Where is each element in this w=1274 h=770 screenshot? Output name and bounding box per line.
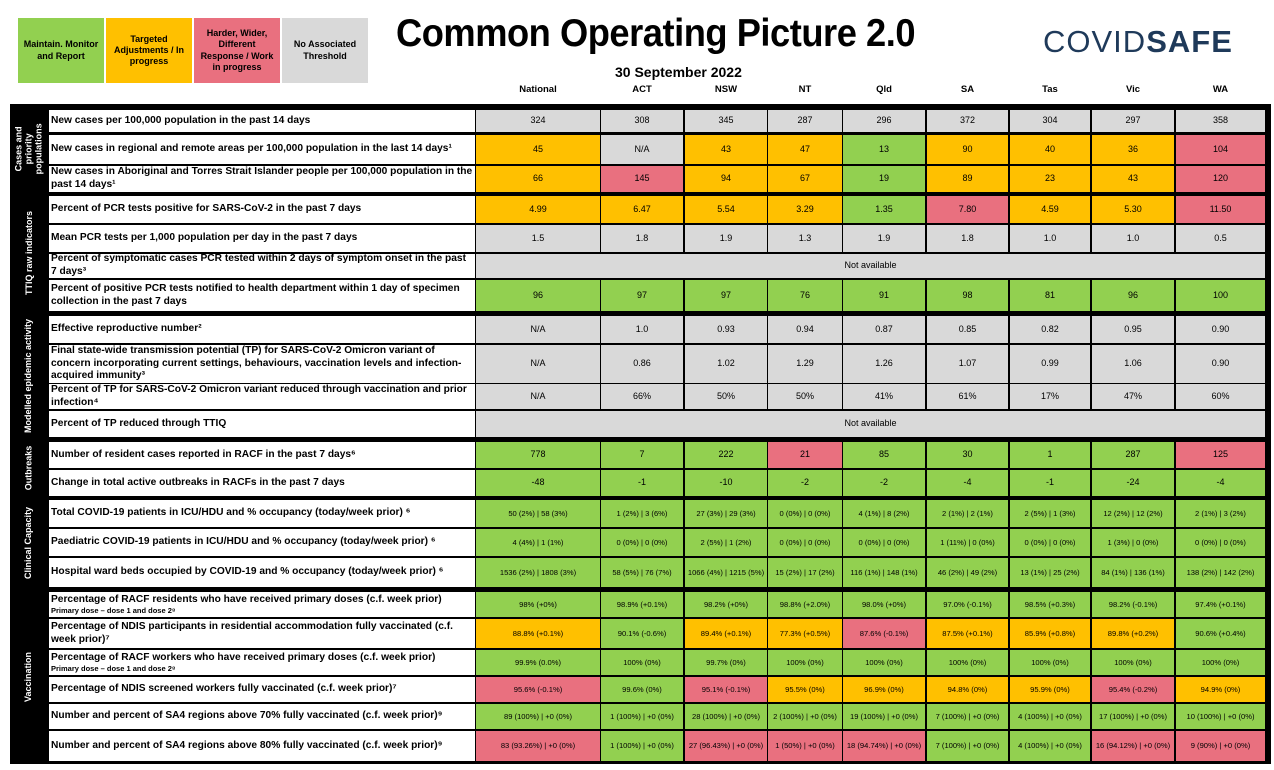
row-label-text: Change in total active outbreaks in RACFs in the past 7 days (51, 476, 345, 488)
value-cell-national: 4.99 (476, 196, 600, 223)
value-cell-qld: 116 (1%) | 148 (1%) (843, 558, 925, 587)
value-cell-qld: 1.26 (843, 345, 925, 383)
value-cell-wa: 100 (1176, 280, 1265, 311)
value-cell-act: 7 (601, 442, 683, 468)
row-label (49, 280, 475, 311)
section-label (10, 193, 49, 313)
column-header-sa: SA (960, 84, 975, 95)
value-cell-nt: 50% (768, 384, 842, 409)
value-cell-act: 1.0 (601, 316, 683, 343)
value-cell-wa: 120 (1176, 166, 1265, 192)
value-cell-sa: 7 (100%) | +0 (0%) (927, 731, 1008, 761)
value-cell-nsw: 222 (685, 442, 767, 468)
value-cell-national: 95.6% (-0.1%) (476, 677, 600, 702)
value-cell-act: 99.6% (0%) (601, 677, 683, 702)
value-cell-national: 50 (2%) | 58 (3%) (476, 500, 600, 527)
row-label (49, 592, 475, 617)
row-label (49, 442, 475, 468)
value-cell-vic: 100% (0%) (1092, 650, 1174, 675)
value-cell-nsw: 1.9 (685, 225, 767, 252)
row-label (49, 619, 475, 648)
logo-text-safe: SAFE (1146, 24, 1233, 59)
row-label (49, 704, 475, 729)
value-cell-vic: 5.30 (1092, 196, 1174, 223)
value-cell-wa: 0.90 (1176, 316, 1265, 343)
value-cell-vic: 84 (1%) | 136 (1%) (1092, 558, 1174, 587)
value-cell-qld: 96.9% (0%) (843, 677, 925, 702)
value-cell-qld: 296 (843, 110, 925, 132)
row-label-text: Percent of positive PCR tests notified to health department within 1 day of specimen collection in the past 7 days (51, 282, 460, 307)
legend-item-maintain: Maintain. Monitor and Report (18, 18, 104, 83)
legend-item-harder: Harder, Wider, Different Response / Work in progress (194, 18, 280, 83)
value-cell-qld: 98.0% (+0%) (843, 592, 925, 617)
value-cell-wa: 11.50 (1176, 196, 1265, 223)
value-cell-sa: 90 (927, 135, 1008, 164)
row-sublabel: Primary dose – dose 1 and dose 2⁸ (51, 606, 176, 616)
value-cell-tas: 2 (5%) | 1 (3%) (1010, 500, 1090, 527)
value-cell-act: N/A (601, 135, 683, 164)
value-cell-tas: 95.9% (0%) (1010, 677, 1090, 702)
value-cell-vic: 297 (1092, 110, 1174, 132)
value-cell-national: 96 (476, 280, 600, 311)
value-cell-act: 100% (0%) (601, 650, 683, 675)
row-sublabel: Primary dose – dose 1 and dose 2⁸ (51, 664, 176, 674)
value-cell-vic: 0.95 (1092, 316, 1174, 343)
section-label (10, 589, 49, 764)
row-label-text: Paediatric COVID-19 patients in ICU/HDU and % occupancy (today/week prior) ⁶ (51, 536, 436, 548)
value-cell-qld: 1.35 (843, 196, 925, 223)
value-cell-nt: 100% (0%) (768, 650, 842, 675)
row-label (49, 345, 475, 383)
value-cell-nt: 77.3% (+0.5%) (768, 619, 842, 648)
value-cell-nt: 47 (768, 135, 842, 164)
value-cell-qld: 1.9 (843, 225, 925, 252)
value-cell-vic: 16 (94.12%) | +0 (0%) (1092, 731, 1174, 761)
value-cell-wa: -4 (1176, 470, 1265, 496)
row-label (49, 650, 475, 675)
value-cell-national: 99.9% (0.0%) (476, 650, 600, 675)
row-label-text: Final state-wide transmission potential (TP) for SARS-CoV-2 Omicron variant of concern incorporating current settings, behaviours, vaccination levels and infection-acquired immunity³ (51, 345, 462, 382)
row-label (49, 225, 475, 252)
value-cell-act: 66% (601, 384, 683, 409)
section-label-text: Modelled epidemic activity (23, 318, 34, 434)
value-cell-tas: 98.5% (+0.3%) (1010, 592, 1090, 617)
value-cell-tas: 1.0 (1010, 225, 1090, 252)
value-cell-national: 89 (100%) | +0 (0%) (476, 704, 600, 729)
legend-item-targeted: Targeted Adjustments / In progress (106, 18, 192, 83)
value-cell-qld: 100% (0%) (843, 650, 925, 675)
value-cell-tas: 85.9% (+0.8%) (1010, 619, 1090, 648)
value-cell-vic: 47% (1092, 384, 1174, 409)
value-cell-tas: 0.82 (1010, 316, 1090, 343)
value-cell-vic: 96 (1092, 280, 1174, 311)
value-cell-act: -1 (601, 470, 683, 496)
value-cell-sa: 30 (927, 442, 1008, 468)
legend (18, 18, 368, 83)
section-label-text: Clinical Capacity (23, 506, 34, 580)
row-label-text: Percentage of NDIS participants in residential accommodation fully vaccinated (c.f. week prior)⁷ (51, 620, 453, 645)
row-label-text: Number of resident cases reported in RACF in the past 7 days⁶ (51, 448, 356, 460)
value-cell-vic: 1 (3%) | 0 (0%) (1092, 529, 1174, 556)
value-cell-sa: 97.0% (-0.1%) (927, 592, 1008, 617)
value-cell-national: 88.8% (+0.1%) (476, 619, 600, 648)
value-cell-wa: 2 (1%) | 3 (2%) (1176, 500, 1265, 527)
column-header-nt: NT (798, 84, 812, 95)
row-label-text: New cases per 100,000 population in the past 14 days (51, 114, 311, 126)
row-label (49, 731, 475, 761)
row-label-text: Hospital ward beds occupied by COVID-19 and % occupancy (today/week prior) ⁶ (51, 566, 444, 578)
value-cell-act: 6.47 (601, 196, 683, 223)
covidsafe-logo (1043, 24, 1233, 60)
value-cell-act: 1 (100%) | +0 (0%) (601, 731, 683, 761)
value-cell-qld: 85 (843, 442, 925, 468)
value-cell-tas: 1 (1010, 442, 1090, 468)
row-label-text: Percent of TP reduced through TTIQ (51, 417, 227, 429)
page-title: Common Operating Picture 2.0 (396, 12, 916, 55)
value-cell-tas: 100% (0%) (1010, 650, 1090, 675)
value-cell-national: 4 (4%) | 1 (1%) (476, 529, 600, 556)
value-cell-act: 58 (5%) | 76 (7%) (601, 558, 683, 587)
report-date: 30 September 2022 (615, 64, 742, 80)
value-cell-nt: 21 (768, 442, 842, 468)
value-cell-vic: 95.4% (-0.2%) (1092, 677, 1174, 702)
value-cell-act: 145 (601, 166, 683, 192)
column-header-nsw: NSW (714, 84, 738, 95)
merged-cell: Not available (476, 411, 1265, 437)
row-label-text: Percentage of RACF workers who have received primary doses (c.f. week prior) (51, 651, 436, 663)
column-header-act: ACT (632, 84, 652, 95)
value-cell-qld: 87.6% (-0.1%) (843, 619, 925, 648)
value-cell-tas: -1 (1010, 470, 1090, 496)
value-cell-act: 97 (601, 280, 683, 311)
value-cell-national: -48 (476, 470, 600, 496)
value-cell-vic: 36 (1092, 135, 1174, 164)
value-cell-tas: 81 (1010, 280, 1090, 311)
value-cell-act: 308 (601, 110, 683, 132)
value-cell-national: 324 (476, 110, 600, 132)
row-label-text: Number and percent of SA4 regions above 70% fully vaccinated (c.f. week prior)⁹ (51, 710, 443, 722)
value-cell-sa: 89 (927, 166, 1008, 192)
value-cell-sa: 1.8 (927, 225, 1008, 252)
value-cell-qld: 13 (843, 135, 925, 164)
section-label (10, 439, 49, 497)
value-cell-sa: 372 (927, 110, 1008, 132)
value-cell-qld: 0 (0%) | 0 (0%) (843, 529, 925, 556)
value-cell-qld: 4 (1%) | 8 (2%) (843, 500, 925, 527)
section-label-text: TTIQ raw indicators (23, 210, 34, 295)
logo-text-covid: COVID (1043, 24, 1147, 59)
merged-cell: Not available (476, 254, 1265, 278)
value-cell-vic: 12 (2%) | 12 (2%) (1092, 500, 1174, 527)
value-cell-nsw: 99.7% (0%) (685, 650, 767, 675)
row-label (49, 316, 475, 343)
value-cell-national: 45 (476, 135, 600, 164)
value-cell-nsw: 1.02 (685, 345, 767, 383)
column-header-wa: WA (1212, 84, 1229, 95)
value-cell-sa: 100% (0%) (927, 650, 1008, 675)
value-cell-tas: 13 (1%) | 25 (2%) (1010, 558, 1090, 587)
column-header-tas: Tas (1042, 84, 1058, 95)
value-cell-nt: 287 (768, 110, 842, 132)
value-cell-wa: 125 (1176, 442, 1265, 468)
value-cell-act: 0.86 (601, 345, 683, 383)
value-cell-wa: 90.6% (+0.4%) (1176, 619, 1265, 648)
value-cell-nsw: 43 (685, 135, 767, 164)
value-cell-wa: 94.9% (0%) (1176, 677, 1265, 702)
value-cell-vic: 89.8% (+0.2%) (1092, 619, 1174, 648)
value-cell-tas: 17% (1010, 384, 1090, 409)
row-label-text: New cases in regional and remote areas per 100,000 population in the last 14 days¹ (51, 143, 452, 155)
value-cell-tas: 23 (1010, 166, 1090, 192)
value-cell-national: N/A (476, 345, 600, 383)
value-cell-wa: 97.4% (+0.1%) (1176, 592, 1265, 617)
value-cell-qld: 0.87 (843, 316, 925, 343)
value-cell-tas: 304 (1010, 110, 1090, 132)
value-cell-act: 1.8 (601, 225, 683, 252)
value-cell-nt: 15 (2%) | 17 (2%) (768, 558, 842, 587)
value-cell-vic: 287 (1092, 442, 1174, 468)
value-cell-national: 66 (476, 166, 600, 192)
value-cell-nsw: 98.2% (+0%) (685, 592, 767, 617)
value-cell-tas: 0 (0%) | 0 (0%) (1010, 529, 1090, 556)
value-cell-nt: 0 (0%) | 0 (0%) (768, 500, 842, 527)
row-label (49, 135, 475, 164)
value-cell-tas: 40 (1010, 135, 1090, 164)
value-cell-nt: 3.29 (768, 196, 842, 223)
column-header-qld: Qld (876, 84, 892, 95)
value-cell-national: 1536 (2%) | 1808 (3%) (476, 558, 600, 587)
value-cell-vic: 1.06 (1092, 345, 1174, 383)
row-label (49, 196, 475, 223)
section-label-text: Cases and priority populations (13, 122, 44, 174)
row-label-text: Effective reproductive number² (51, 323, 202, 335)
value-cell-nsw: 97 (685, 280, 767, 311)
row-label-text: Percent of symptomatic cases PCR tested within 2 days of symptom onset in the past 7 days³ (51, 254, 466, 277)
value-cell-act: 98.9% (+0.1%) (601, 592, 683, 617)
value-cell-vic: 1.0 (1092, 225, 1174, 252)
value-cell-sa: 0.85 (927, 316, 1008, 343)
value-cell-vic: -24 (1092, 470, 1174, 496)
value-cell-sa: 98 (927, 280, 1008, 311)
value-cell-nt: 67 (768, 166, 842, 192)
value-cell-national: 778 (476, 442, 600, 468)
value-cell-wa: 0.90 (1176, 345, 1265, 383)
value-cell-nt: 1 (50%) | +0 (0%) (768, 731, 842, 761)
row-label-text: Mean PCR tests per 1,000 population per day in the past 7 days (51, 232, 358, 244)
value-cell-sa: 87.5% (+0.1%) (927, 619, 1008, 648)
value-cell-qld: 19 (843, 166, 925, 192)
value-cell-sa: 1 (11%) | 0 (0%) (927, 529, 1008, 556)
row-label (49, 110, 475, 132)
value-cell-tas: 4 (100%) | +0 (0%) (1010, 731, 1090, 761)
value-cell-wa: 100% (0%) (1176, 650, 1265, 675)
value-cell-act: 0 (0%) | 0 (0%) (601, 529, 683, 556)
value-cell-tas: 0.99 (1010, 345, 1090, 383)
value-cell-nsw: -10 (685, 470, 767, 496)
value-cell-qld: 19 (100%) | +0 (0%) (843, 704, 925, 729)
value-cell-nt: 0 (0%) | 0 (0%) (768, 529, 842, 556)
value-cell-nsw: 89.4% (+0.1%) (685, 619, 767, 648)
row-label (49, 500, 475, 527)
value-cell-national: 98% (+0%) (476, 592, 600, 617)
value-cell-wa: 0 (0%) | 0 (0%) (1176, 529, 1265, 556)
value-cell-vic: 17 (100%) | +0 (0%) (1092, 704, 1174, 729)
row-label (49, 411, 475, 437)
value-cell-wa: 10 (100%) | +0 (0%) (1176, 704, 1265, 729)
value-cell-wa: 9 (90%) | +0 (0%) (1176, 731, 1265, 761)
value-cell-nt: 76 (768, 280, 842, 311)
value-cell-sa: 7 (100%) | +0 (0%) (927, 704, 1008, 729)
section-label (10, 104, 49, 193)
value-cell-act: 90.1% (-0.6%) (601, 619, 683, 648)
value-cell-nt: 2 (100%) | +0 (0%) (768, 704, 842, 729)
row-label (49, 558, 475, 587)
value-cell-act: 1 (2%) | 3 (6%) (601, 500, 683, 527)
column-header-vic: Vic (1125, 84, 1141, 95)
value-cell-nt: 1.3 (768, 225, 842, 252)
row-label-text: New cases in Aboriginal and Torres Strait Islander people per 100,000 population in the past 14 days¹ (51, 166, 473, 190)
value-cell-nt: 0.94 (768, 316, 842, 343)
value-cell-nsw: 2 (5%) | 1 (2%) (685, 529, 767, 556)
value-cell-national: 83 (93.26%) | +0 (0%) (476, 731, 600, 761)
row-label (49, 384, 475, 409)
row-label-text: Percentage of NDIS screened workers fully vaccinated (c.f. week prior)⁷ (51, 683, 397, 695)
section-label (10, 313, 49, 439)
value-cell-wa: 0.5 (1176, 225, 1265, 252)
value-cell-national: N/A (476, 384, 600, 409)
value-cell-wa: 138 (2%) | 142 (2%) (1176, 558, 1265, 587)
value-cell-wa: 60% (1176, 384, 1265, 409)
row-label (49, 677, 475, 702)
value-cell-national: 1.5 (476, 225, 600, 252)
section-label (10, 497, 49, 589)
value-cell-sa: 1.07 (927, 345, 1008, 383)
row-label (49, 529, 475, 556)
value-cell-nsw: 27 (96.43%) | +0 (0%) (685, 731, 767, 761)
value-cell-nsw: 0.93 (685, 316, 767, 343)
value-cell-sa: 2 (1%) | 2 (1%) (927, 500, 1008, 527)
row-label-text: Percent of PCR tests positive for SARS-CoV-2 in the past 7 days (51, 203, 362, 215)
row-label (49, 166, 475, 192)
value-cell-nt: -2 (768, 470, 842, 496)
value-cell-qld: 41% (843, 384, 925, 409)
value-cell-nt: 1.29 (768, 345, 842, 383)
section-label-text: Outbreaks (23, 445, 34, 491)
section-label-text: Vaccination (23, 651, 34, 702)
value-cell-national: N/A (476, 316, 600, 343)
row-label-text: Percent of TP for SARS-CoV-2 Omicron variant reduced through vaccination and prior infection⁴ (51, 384, 467, 408)
row-label-text: Percentage of RACF residents who have received primary doses (c.f. week prior) (51, 593, 442, 605)
column-header-national: National (519, 84, 557, 95)
value-cell-nsw: 5.54 (685, 196, 767, 223)
value-cell-sa: -4 (927, 470, 1008, 496)
value-cell-vic: 98.2% (-0.1%) (1092, 592, 1174, 617)
value-cell-sa: 94.8% (0%) (927, 677, 1008, 702)
value-cell-nt: 98.8% (+2.0%) (768, 592, 842, 617)
value-cell-qld: 18 (94.74%) | +0 (0%) (843, 731, 925, 761)
value-cell-nsw: 95.1% (-0.1%) (685, 677, 767, 702)
value-cell-nsw: 28 (100%) | +0 (0%) (685, 704, 767, 729)
value-cell-vic: 43 (1092, 166, 1174, 192)
value-cell-nsw: 345 (685, 110, 767, 132)
value-cell-qld: 91 (843, 280, 925, 311)
value-cell-act: 1 (100%) | +0 (0%) (601, 704, 683, 729)
value-cell-nt: 95.5% (0%) (768, 677, 842, 702)
row-label-text: Number and percent of SA4 regions above 80% fully vaccinated (c.f. week prior)⁹ (51, 739, 443, 751)
value-cell-sa: 61% (927, 384, 1008, 409)
value-cell-sa: 46 (2%) | 49 (2%) (927, 558, 1008, 587)
value-cell-tas: 4.59 (1010, 196, 1090, 223)
value-cell-wa: 104 (1176, 135, 1265, 164)
row-label (49, 470, 475, 496)
value-cell-tas: 4 (100%) | +0 (0%) (1010, 704, 1090, 729)
value-cell-qld: -2 (843, 470, 925, 496)
value-cell-wa: 358 (1176, 110, 1265, 132)
value-cell-sa: 7.80 (927, 196, 1008, 223)
row-label-text: Total COVID-19 patients in ICU/HDU and % occupancy (today/week prior) ⁶ (51, 507, 411, 519)
value-cell-nsw: 94 (685, 166, 767, 192)
value-cell-nsw: 1066 (4%) | 1215 (5%) (685, 558, 767, 587)
legend-item-no-threshold: No Associated Threshold (282, 18, 368, 83)
value-cell-nsw: 27 (3%) | 29 (3%) (685, 500, 767, 527)
row-label (49, 254, 475, 278)
value-cell-nsw: 50% (685, 384, 767, 409)
